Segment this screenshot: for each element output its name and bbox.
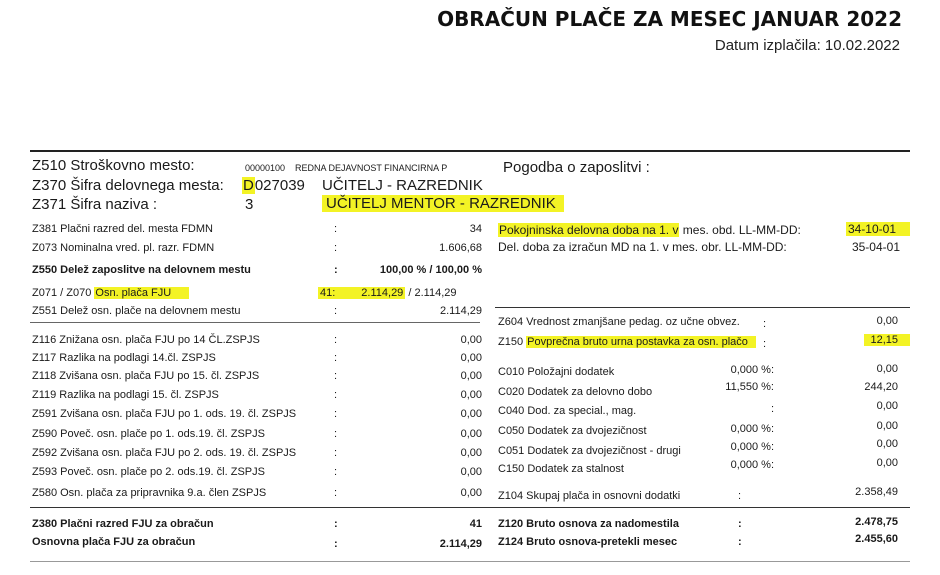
c150-pct: 0,000 %: <box>730 459 774 471</box>
z380-label: Z380 Plačni razred FJU za obračun <box>32 518 214 530</box>
c010-pct: 0,000 %: <box>730 364 774 376</box>
z592-label: Z592 Zvišana osn. plača FJU po 2. ods. 19. čl. ZSPJS <box>32 447 297 459</box>
z593-value: 0,00 <box>460 466 482 478</box>
z592-value: 0,00 <box>460 447 482 459</box>
z124-label: Z124 Bruto osnova-pretekli mesec <box>498 536 678 548</box>
c051-pct: 0,000 %: <box>730 441 774 453</box>
c050-pct: 0,000 %: <box>730 423 774 435</box>
z380-colon: : <box>334 518 338 530</box>
z117-colon: : <box>334 352 338 364</box>
z104-value: 2.358,49 <box>855 486 898 498</box>
z380-value: 41 <box>469 518 482 530</box>
c010-value: 0,00 <box>876 363 898 375</box>
contract-label: Pogodba o zaposlitvi : <box>503 159 650 176</box>
top-rule <box>30 150 910 152</box>
z119-label: Z119 Razlika na podlagi 15. čl. ZSPJS <box>32 389 219 401</box>
left-mid-rule <box>30 322 480 323</box>
z120-value: 2.478,75 <box>855 516 898 528</box>
c020-pct: 11,550 %: <box>725 381 774 393</box>
z550-value: 100,00 % / 100,00 % <box>379 264 482 276</box>
pension-service-label-rest: mes. obd. LL-MM-DD: <box>679 223 801 237</box>
c050-value: 0,00 <box>876 420 898 432</box>
pension-service-value-hl: 34-10-01 <box>846 222 910 236</box>
z381-value: 34 <box>469 223 482 235</box>
z071-label-hl: Osn. plača FJU <box>94 287 189 299</box>
pay-date: Datum izplačila: 10.02.2022 <box>714 37 900 54</box>
z551-colon: : <box>334 305 338 317</box>
z510-name: REDNA DEJAVNOST FINANCIRNA P <box>295 163 448 173</box>
pension-service-value <box>846 222 910 236</box>
z510-code: 00000100 <box>245 163 286 173</box>
z150-value <box>864 334 910 346</box>
z120-label: Z120 Bruto osnova za nadomestila <box>498 518 679 530</box>
base-salary-colon: : <box>334 538 338 550</box>
c020-value: 244,20 <box>864 381 898 393</box>
z150-label-hl: Povprečna bruto urna postavka za osn. plačo <box>526 336 756 348</box>
pension-service-label <box>498 223 801 237</box>
c020-label: C020 Dodatek za delovno dobo <box>498 386 653 398</box>
z118-label: Z118 Zvišana osn. plača FJU po 15. čl. ZSPJS <box>32 370 260 382</box>
z118-colon: : <box>334 370 338 382</box>
z371-name-hl: UČITELJ MENTOR - RAZREDNIK <box>322 195 564 212</box>
z370-label: Z370 Šifra delovnega mesta: <box>32 177 224 194</box>
z551-value: 2.114,29 <box>439 305 482 317</box>
z071-label <box>32 287 189 299</box>
base-salary-value: 2.114,29 <box>439 538 482 550</box>
z118-value: 0,00 <box>460 370 482 382</box>
z104-colon: : <box>738 490 742 502</box>
z591-colon: : <box>334 408 338 420</box>
footer-rule <box>30 561 910 562</box>
z370-name: UČITELJ - RAZREDNIK <box>322 177 483 194</box>
z604-colon: : <box>763 318 767 330</box>
z119-value: 0,00 <box>460 389 482 401</box>
z116-value: 0,00 <box>460 334 482 346</box>
z071-label-prefix: Z071 / Z070 <box>32 287 92 299</box>
c051-value: 0,00 <box>876 438 898 450</box>
c040-pct: : <box>770 403 774 415</box>
c050-label: C050 Dodatek za dvojezičnost <box>498 425 647 437</box>
z116-label: Z116 Znižana osn. plača FJU po 14 ČL.ZSPJS <box>32 334 260 346</box>
right-mid-rule <box>495 307 910 308</box>
z120-colon: : <box>738 518 742 530</box>
z073-colon: : <box>334 242 338 254</box>
c040-label: C040 Dod. za special., mag. <box>498 405 637 417</box>
z116-colon: : <box>334 334 338 346</box>
z071-value <box>318 287 457 299</box>
z590-colon: : <box>334 428 338 440</box>
z580-colon: : <box>334 487 338 499</box>
z593-label: Z593 Poveč. osn. plače po 2. ods.19. čl. ZSPJS <box>32 466 265 478</box>
z550-label: Z550 Delež zaposlitve na delovnem mestu <box>32 264 251 276</box>
z551-label: Z551 Delež osn. plače na delovnem mestu <box>32 305 241 317</box>
z370-code <box>242 177 305 194</box>
z071-value-hl-b: 2.114,29 <box>337 287 405 299</box>
z510-label: Z510 Stroškovno mesto: <box>32 157 195 174</box>
z370-code-first-hl: D <box>243 177 254 194</box>
z150-colon: : <box>763 338 767 350</box>
z124-value: 2.455,60 <box>855 533 898 545</box>
z592-colon: : <box>334 447 338 459</box>
z591-label: Z591 Zvišana osn. plača FJU po 1. ods. 19. čl. ZSPJS <box>32 408 297 420</box>
z381-colon: : <box>334 223 338 235</box>
pension-service-label-hl: Pokojninska delovna doba na 1. v <box>499 223 679 237</box>
z604-label: Z604 Vrednost zmanjšane pedag. oz učne obvez. <box>498 316 740 328</box>
z591-value: 0,00 <box>460 408 482 420</box>
bottom-rule <box>30 507 910 508</box>
z590-label: Z590 Poveč. osn. plače po 1. ods.19. čl. ZSPJS <box>32 428 265 440</box>
z580-label: Z580 Osn. plača za pripravnika 9.a. člen ZSPJS <box>32 487 267 499</box>
z371-name <box>322 195 564 212</box>
z071-value-hl-a: 41: <box>320 287 336 299</box>
z117-value: 0,00 <box>460 352 482 364</box>
c150-label: C150 Dodatek za stalnost <box>498 463 624 475</box>
z117-label: Z117 Razlika na podlagi 14.čl. ZSPJS <box>32 352 216 364</box>
service-md-value: 35-04-01 <box>851 240 900 254</box>
c051-label: C051 Dodatek za dvojezičnost - drugi <box>498 445 681 457</box>
c150-value: 0,00 <box>876 457 898 469</box>
z550-colon: : <box>334 264 338 276</box>
z593-colon: : <box>334 466 338 478</box>
z580-value: 0,00 <box>460 487 482 499</box>
z604-value: 0,00 <box>876 315 898 327</box>
z381-label: Z381 Plačni razred del. mesta FDMN <box>32 223 213 235</box>
z590-value: 0,00 <box>460 428 482 440</box>
z370-code-rest: 027039 <box>254 177 305 194</box>
z073-label: Z073 Nominalna vred. pl. razr. FDMN <box>32 242 215 254</box>
z371-label: Z371 Šifra naziva : <box>32 196 158 213</box>
c010-label: C010 Položajni dodatek <box>498 366 615 378</box>
z150-label-prefix: Z150 <box>498 336 524 348</box>
z071-value-rest: / 2.114,29 <box>408 287 457 299</box>
service-md-label: Del. doba za izračun MD na 1. v mes. obr. LL-MM-DD: <box>498 240 787 254</box>
z119-colon: : <box>334 389 338 401</box>
document-title: OBRAČUN PLAČE ZA MESEC JANUAR 2022 <box>437 7 902 31</box>
base-salary-label: Osnovna plača FJU za obračun <box>32 536 196 548</box>
z150-label <box>498 336 756 348</box>
z104-label: Z104 Skupaj plača in osnovni dodatki <box>498 490 681 502</box>
z150-value-hl: 12,15 <box>864 334 910 346</box>
c040-value: 0,00 <box>876 400 898 412</box>
z073-value: 1.606,68 <box>439 242 482 254</box>
z124-colon: : <box>738 536 742 548</box>
z371-code: 3 <box>245 196 254 213</box>
